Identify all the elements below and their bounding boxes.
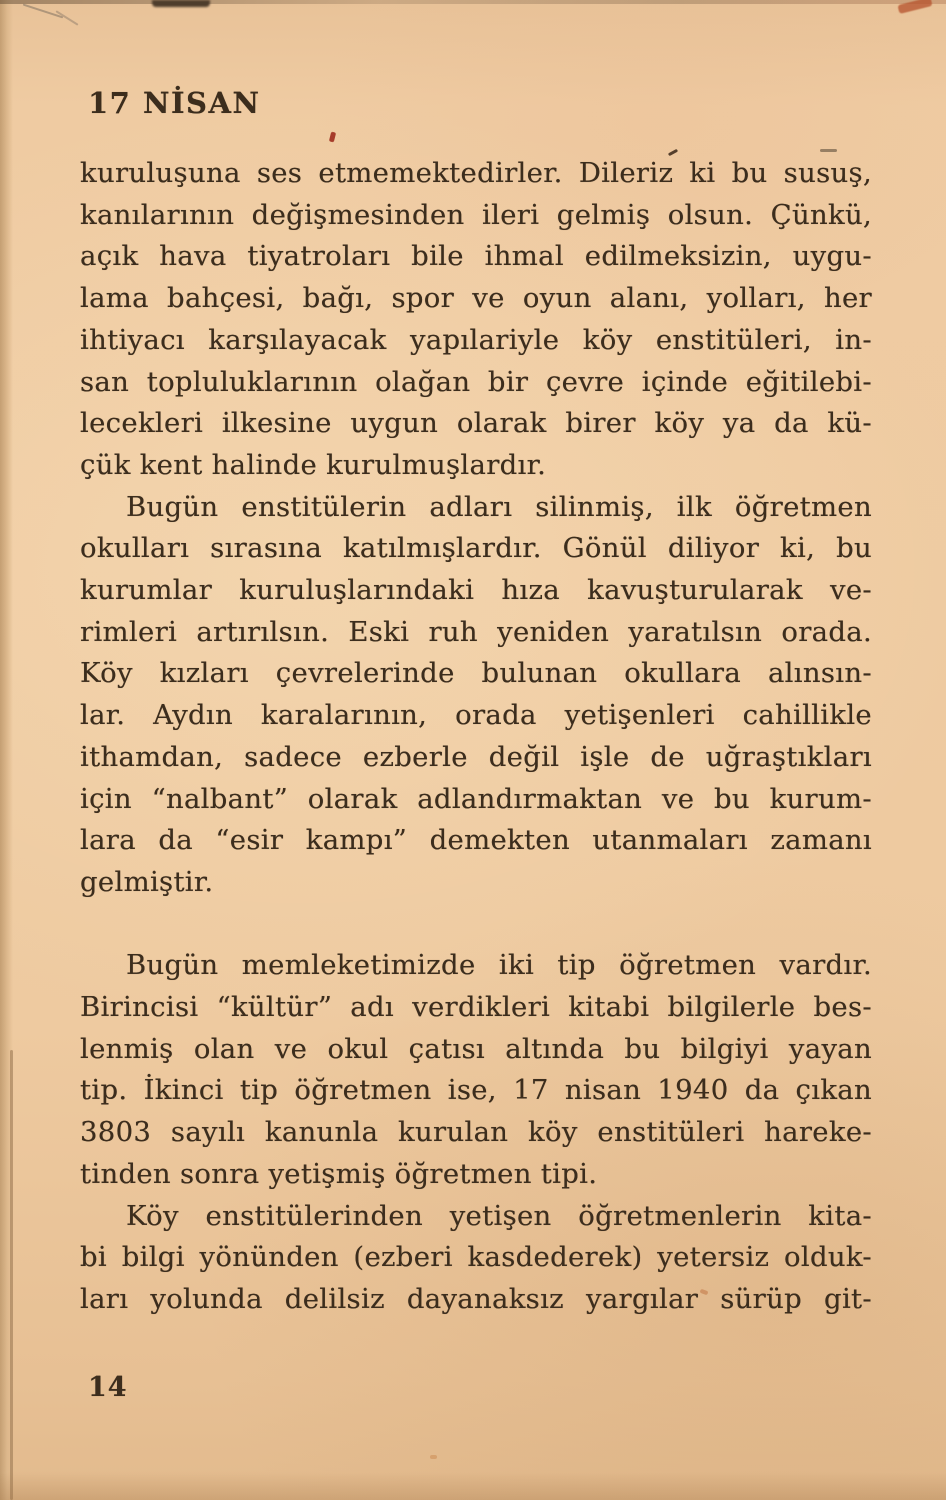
text-line: lar. Aydın karalarının, orada yetişenleri cahillikle	[80, 699, 872, 732]
text-line: lenmiş olan ve okul çatısı altında bu bilgiyi yayan	[80, 1032, 872, 1065]
text-line: tip. İkinci tip öğretmen ise, 17 nisan 1940 da çıkan	[80, 1074, 872, 1107]
text-line: Bugün memleketimizde iki tip öğretmen vardır.	[126, 949, 872, 982]
paragraph-2	[80, 487, 872, 904]
page-number: 14	[88, 1372, 128, 1403]
text-line: açık hava tiyatroları bile ihmal edilmeksizin, uygu-	[80, 240, 872, 273]
page-top-edge-shadow	[0, 0, 946, 4]
page-body	[80, 153, 872, 1321]
scratch-mark	[55, 10, 78, 25]
page-bottom-shadow	[0, 1472, 946, 1500]
text-line: Köy kızları çevrelerinde bulunan okullara alınsın-	[80, 657, 872, 690]
text-line: kanılarının değişmesinden ileri gelmiş olsun. Çünkü,	[80, 198, 872, 231]
text-line: kurumlar kuruluşlarındaki hıza kavuşturularak ve-	[80, 574, 872, 607]
text-line: okulları sırasına katılmışlardır. Gönül diliyor ki, bu	[80, 532, 872, 565]
ink-dash-mark	[820, 149, 837, 152]
paper-fleck	[430, 1455, 437, 1459]
text-line: ihtiyacı karşılayacak yapılariyle köy enstitüleri, in-	[80, 323, 872, 356]
text-line: lecekleri ilkesine uygun olarak birer köy ya da kü-	[80, 407, 872, 440]
text-line: ithamdan, sadece ezberle değil işle de uğraştıkları	[80, 740, 872, 773]
text-line: lara da “esir kampı” demekten utanmaları zamanı	[80, 824, 872, 857]
page-binding-line	[10, 1050, 13, 1500]
red-speck	[329, 132, 336, 143]
text-line: Birincisi “kültür” adı verdikleri kitabi bilgilerle bes-	[80, 991, 872, 1024]
text-line: san topluluklarının olağan bir çevre içinde eğitilebi-	[80, 365, 872, 398]
text-line: ları yolunda delilsiz dayanaksız yargılar sürüp git-	[80, 1282, 872, 1315]
text-line: tinden sonra yetişmiş öğretmen tipi.	[80, 1157, 598, 1190]
text-line: kuruluşuna ses etmemektedirler. Dileriz ki bu susuş,	[80, 157, 872, 189]
text-line: bi bilgi yönünden (ezberi kasdederek) yetersiz olduk-	[80, 1241, 872, 1274]
text-line: lama bahçesi, bağı, spor ve oyun alanı, yolları, her	[80, 282, 872, 315]
paragraph-4	[80, 1196, 872, 1321]
text-line: çük kent halinde kurulmuşlardır.	[80, 448, 547, 481]
text-line: rimleri artırılsın. Eski ruh yeniden yaratılsın orada.	[80, 615, 872, 648]
scan-smudge	[152, 0, 210, 7]
page-header: 17 NİSAN	[88, 86, 261, 120]
text-line: gelmiştir.	[80, 865, 214, 898]
paragraph-3	[80, 945, 872, 1195]
text-line: Köy enstitülerinden yetişen öğretmenlerin kita-	[126, 1199, 872, 1232]
text-line: 3803 sayılı kanunla kurulan köy enstitüleri hareke-	[80, 1116, 872, 1149]
text-line: Bugün enstitülerin adları silinmiş, ilk öğretmen	[126, 490, 872, 523]
paragraph-1	[80, 153, 872, 487]
text-line: için “nalbant” olarak adlandırmaktan ve bu kurum-	[80, 782, 872, 815]
